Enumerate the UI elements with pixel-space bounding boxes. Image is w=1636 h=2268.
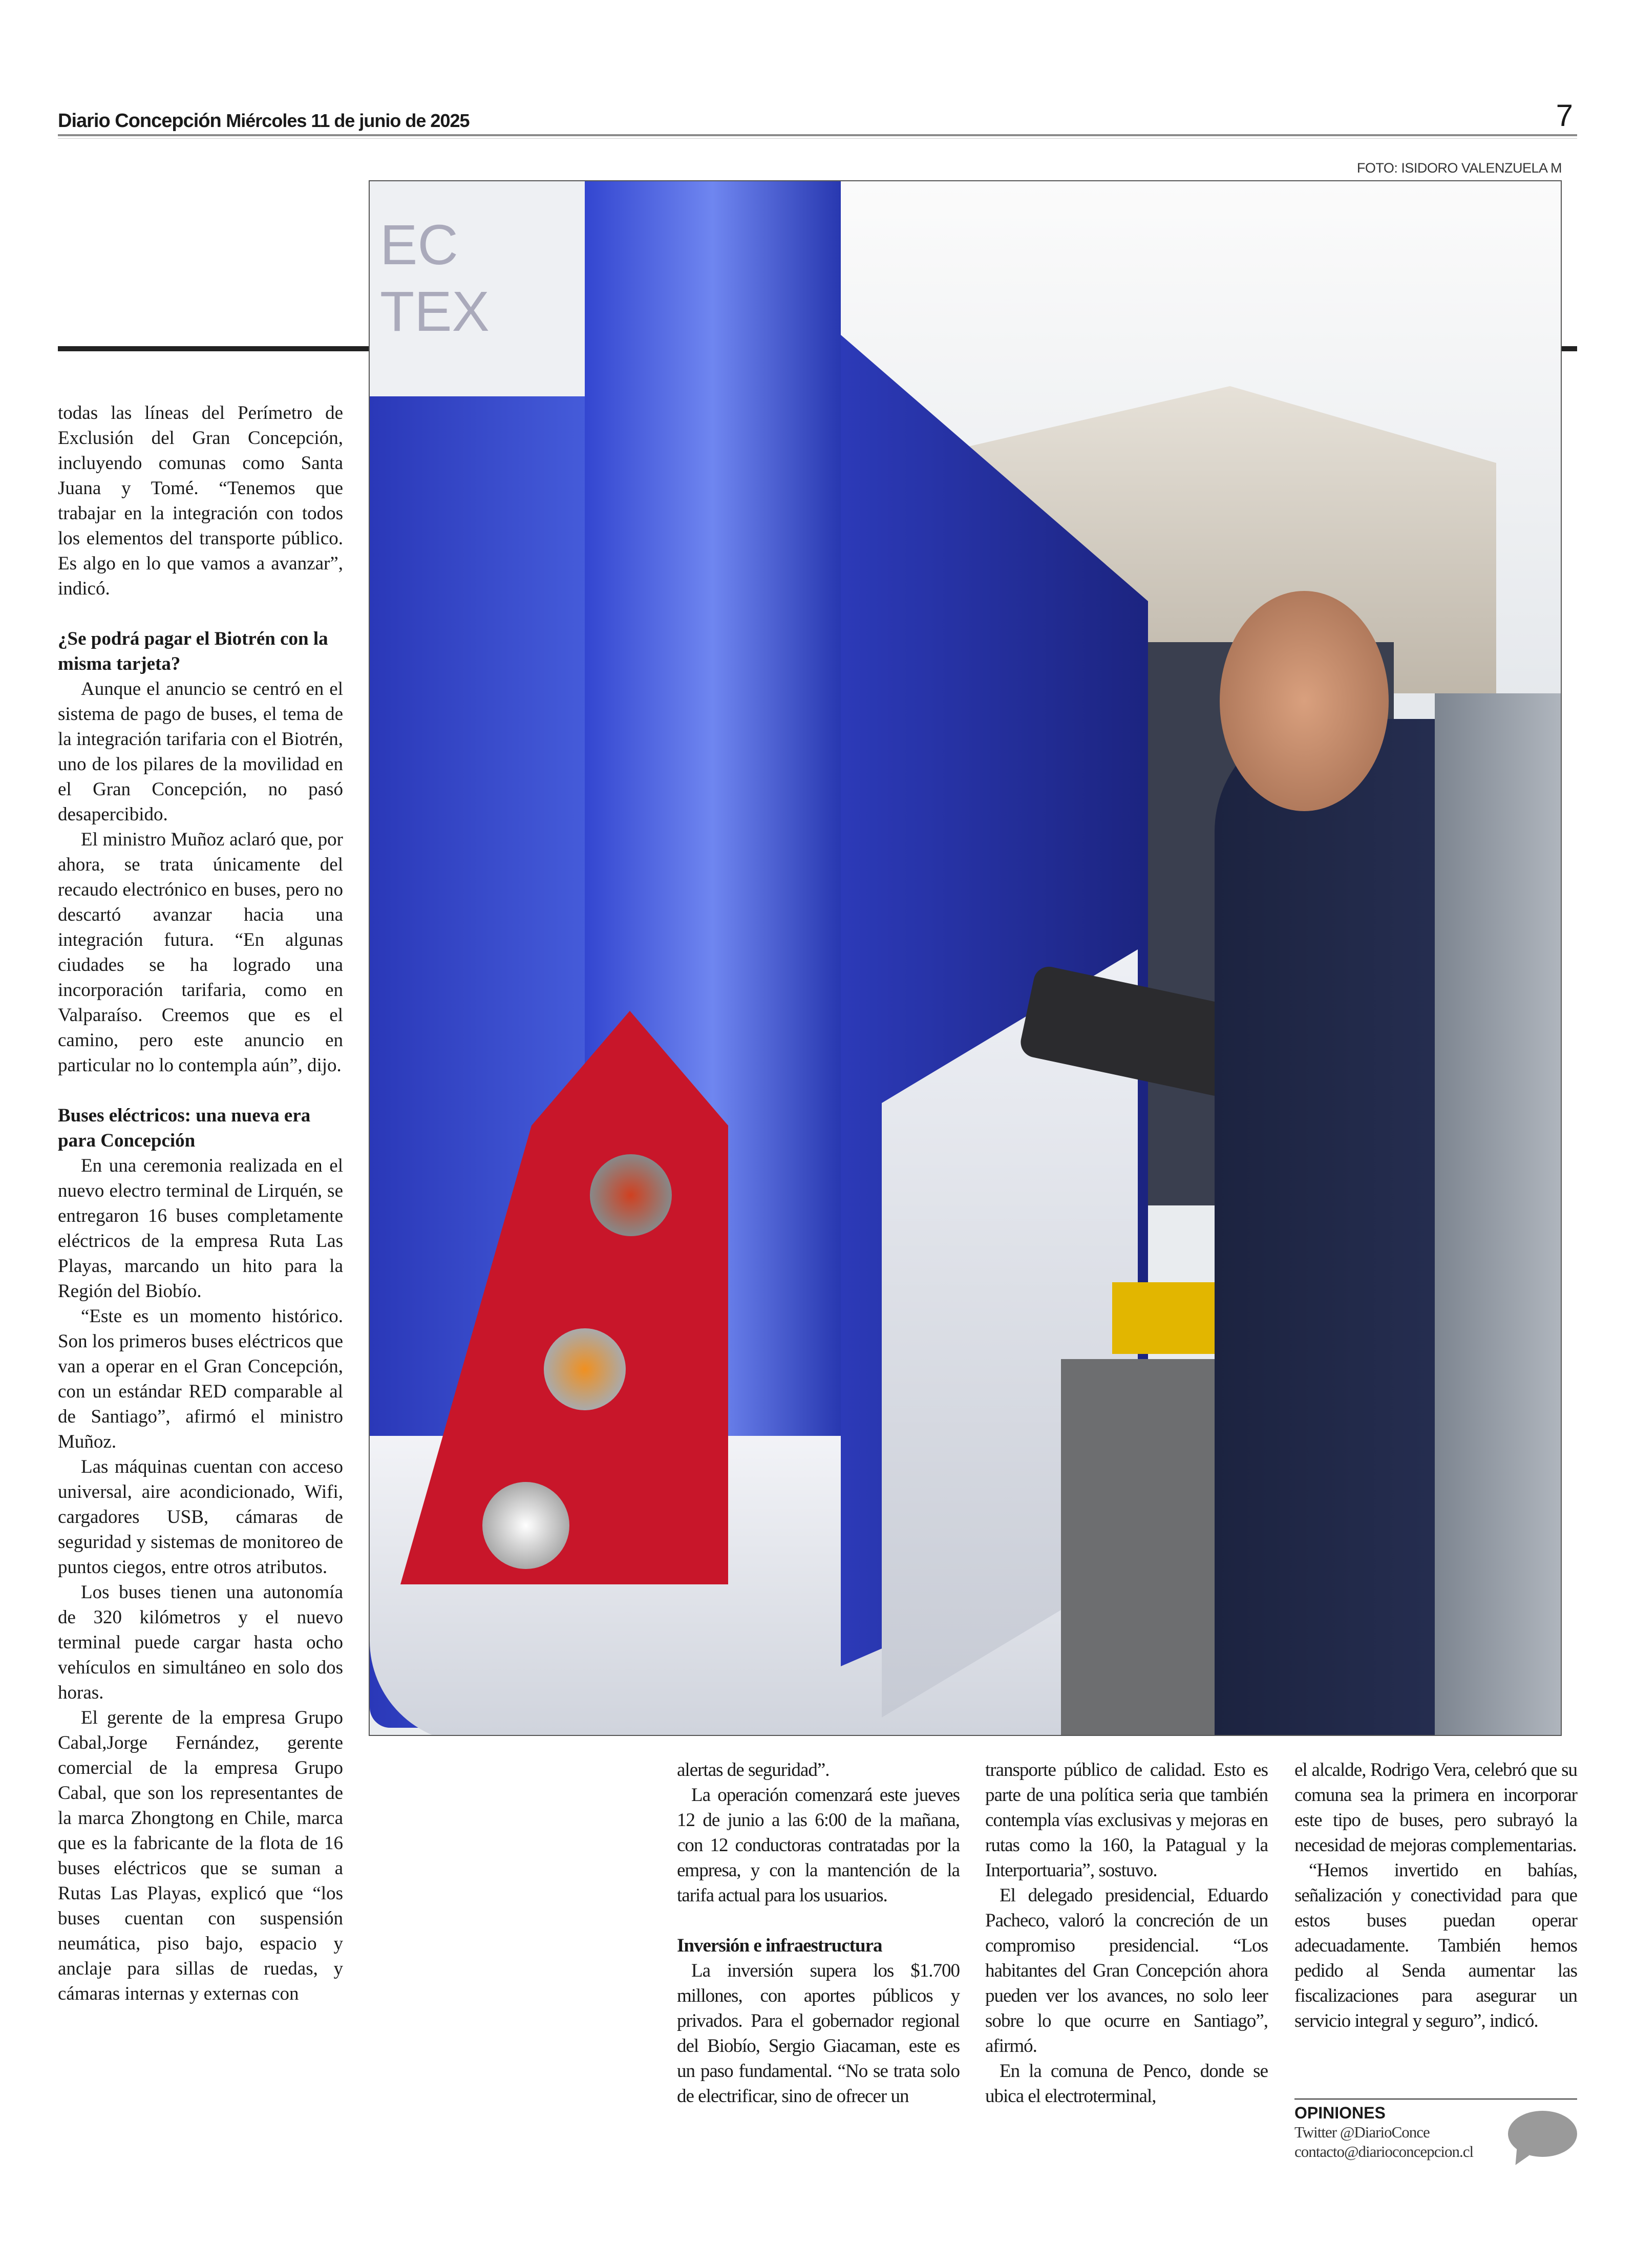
news-photo-bus-charging — [369, 180, 1562, 1736]
paragraph: En una ceremonia realizada en el nuevo electro terminal de Lirquén, se entregaron 16 buses completamente eléctricos de la empresa Ruta Las Playas, marcando un hito para la Región del Biobío. — [58, 1155, 343, 1302]
article-column-4 — [1294, 1757, 1577, 2033]
logo-panel — [370, 181, 585, 396]
paragraph: el alcalde, Rodrigo Vera, celebró que su comuna sea la primera en incorporar este tipo de buses, pero subrayó la necesidad de mejoras complementarias. — [1294, 1760, 1577, 1856]
opiniones-title: OPINIONES — [1294, 2104, 1386, 2122]
paragraph: transporte público de calidad. Esto es parte de una política seria que también contempla vías exclusivas y mejoras en rutas como la 160, la Patagual y la Interportuaria”, sostuvo. — [985, 1760, 1268, 1881]
page-number: 7 — [1556, 98, 1573, 133]
opiniones-box — [1294, 2099, 1577, 2161]
section-bar-right — [1562, 346, 1577, 351]
paragraph: “Hemos invertido en bahías, señalización y conectividad para que estos buses puedan operar adecuadamente. También hemos pedido al Senda aumentar las fiscalizaciones para asegurar un servicio integral y seguro”, indicó. — [1294, 1860, 1577, 2031]
twitter-handle[interactable]: Twitter @DiarioConce — [1294, 2123, 1430, 2141]
header-rule-thin — [58, 138, 1577, 139]
paragraph: El gerente de la empresa Grupo Cabal,Jorge Fernández, gerente comercial de la empresa Grupo Cabal, que son los representantes de la marca Zhongtong en Chile, marca que es la fabricante de la flota de 16 buses eléctricos que se suman a Rutas Las Playas, explicó que “los buses cuentan con suspensión neumática, piso bajo, espacio y anclaje para sillas de ruedas, y cámaras internas y externas con — [58, 1707, 343, 2004]
masthead — [58, 110, 470, 132]
section-bar — [58, 346, 369, 351]
man-face — [1220, 591, 1389, 811]
subheading-buses-electricos: Buses eléctricos: una nueva era para Concepción — [58, 1105, 311, 1151]
paragraph: El delegado presidencial, Eduardo Pacheco, valoró la concreción de un compromiso presidencial. “Los habitantes del Gran Concepción ahora pueden ver los avances, no solo leer sobre lo que ocurre en Santiago”, afirmó. — [985, 1885, 1268, 2057]
paragraph: Las máquinas cuentan con acceso universal, aire acondicionado, Wifi, cargadores USB, cámaras de seguridad y sistemas de monitoreo de puntos ciegos, entre otros atributos. — [58, 1456, 343, 1578]
charger-pole — [1435, 693, 1562, 1736]
paragraph: En la comuna de Penco, donde se ubica el electroterminal, — [985, 2061, 1268, 2107]
paragraph: todas las líneas del Perímetro de Exclusión del Gran Concepción, incluyendo comunas como Santa Juana y Tomé. “Tenemos que trabajar en la integración con todos los elementos del transporte público. Es algo en lo que vamos a avanzar”, indicó. — [58, 402, 343, 599]
subheading-biotren: ¿Se podrá pagar el Biotrén con la misma tarjeta? — [58, 628, 328, 674]
paragraph: El ministro Muñoz aclaró que, por ahora, se trata únicamente del recaudo electrónico en buses, pero no descartó avanzar hacia una integración futura. “En algunas ciudades se ha logrado una incorporación tarifaria, como en Valparaíso. Creemos que es el camino, pero este anuncio en particular no lo contempla aún”, dijo. — [58, 829, 343, 1076]
article-column-3 — [985, 1757, 1268, 2109]
paragraph: Los buses tienen una autonomía de 320 kilómetros y el nuevo terminal puede cargar hasta ocho vehículos en simultáneo en solo dos horas. — [58, 1582, 343, 1703]
tail-light-white — [482, 1482, 569, 1569]
issue-date: Miércoles 11 de junio de 2025 — [226, 110, 470, 131]
logo-text: EC TEX — [380, 214, 490, 343]
paragraph: “Este es un momento histórico. Son los primeros buses eléctricos que van a operar en el Gran Concepción, con un estándar RED comparable al de Santiago”, afirmó el ministro Muñoz. — [58, 1306, 343, 1452]
article-column-1 — [58, 400, 343, 2006]
brand-name: Diario Concepción — [58, 110, 221, 132]
photo-credit: FOTO: ISIDORO VALENZUELA M — [1356, 160, 1562, 176]
paragraph: La operación comenzará este jueves 12 de junio a las 6:00 de la mañana, con 12 conductoras contratadas por la empresa, y con la mantención de la tarifa actual para los usuarios. — [677, 1785, 960, 1906]
contact-email[interactable]: contacto@diarioconcepcion.cl — [1294, 2143, 1474, 2160]
paragraph: alertas de seguridad”. — [677, 1760, 830, 1781]
subheading-inversion: Inversión e infraestructura — [677, 1935, 882, 1956]
article-column-2 — [677, 1757, 960, 2109]
paragraph: La inversión supera los $1.700 millones, con aportes públicos y privados. Para el gobernador regional del Biobío, Sergio Giacaman, este es un paso fundamental. “No se trata solo de electrificar, sino de ofrecer un — [677, 1960, 960, 2107]
header-rule — [58, 134, 1577, 136]
tail-light-amber — [544, 1328, 626, 1410]
paragraph: Aunque el anuncio se centró en el sistema de pago de buses, el tema de la integración tarifaria con el Biotrén, uno de los pilares de la movilidad en el Gran Concepción, no pasó desapercibido. — [58, 679, 343, 825]
tail-light-red — [590, 1154, 672, 1236]
speech-bubble-icon — [1508, 2111, 1577, 2157]
page-header — [58, 100, 1577, 136]
